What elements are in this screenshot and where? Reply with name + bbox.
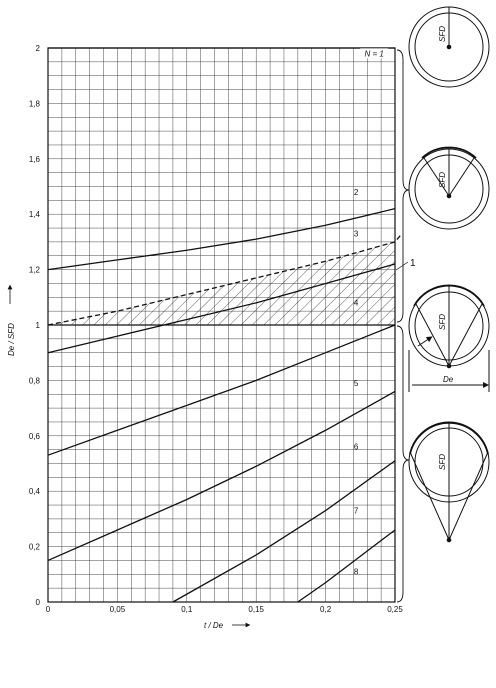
y-axis-title: De / SFD	[7, 323, 16, 356]
curve-label: 4	[353, 298, 359, 308]
y-tick-label: 2	[35, 44, 40, 53]
y-tick-label: 1,2	[28, 265, 40, 275]
y-tick-label: 1,6	[28, 154, 40, 164]
brace-groups	[397, 50, 409, 602]
annotation-1: 1	[410, 258, 416, 269]
curve-label: 5	[353, 378, 359, 388]
series-curve-6	[48, 391, 395, 560]
annotation-1-leader	[396, 262, 408, 270]
x-ticks	[46, 605, 404, 614]
diagram-n4	[409, 422, 489, 542]
y-tick-label: 1,4	[28, 210, 40, 220]
y-tick-label: 1,8	[28, 99, 40, 109]
diagram-n4-sfd: SFD	[438, 454, 447, 470]
x-tick-label: 0,25	[387, 605, 403, 614]
x-tick-label: 0,1	[181, 605, 193, 614]
series-curve-8	[298, 530, 395, 602]
y-tick-label: 0,2	[28, 542, 40, 552]
curve-label: 2	[353, 187, 359, 197]
y-tick-label: 1	[35, 321, 40, 330]
y-tick-label: 0,8	[28, 376, 40, 386]
y-tick-label: 0,6	[28, 431, 40, 441]
diagram-n3-sfd: SFD	[438, 314, 447, 330]
curve-label: N = 1	[364, 49, 384, 59]
diagram-n2-sfd: SFD	[438, 172, 447, 188]
y-ticks	[29, 44, 41, 607]
y-tick-label: 0,4	[28, 487, 40, 497]
x-tick-label: 0,2	[320, 605, 332, 614]
curve-label: 8	[353, 567, 359, 577]
x-axis-title: t / De	[204, 621, 224, 630]
x-tick-label: 0	[45, 605, 51, 614]
diagram-n1	[409, 7, 489, 87]
y-tick-label: 0	[35, 598, 40, 607]
diagram-n1-sfd: SFD	[438, 26, 447, 42]
curve-label: 6	[353, 442, 359, 452]
x-tick-label: 0,15	[248, 605, 264, 614]
x-tick-label: 0,05	[109, 605, 126, 614]
diagram-n2	[409, 148, 489, 229]
curve-label: 3	[353, 229, 359, 239]
curve-label: 7	[353, 506, 359, 516]
diagram-de-label: De	[443, 375, 454, 384]
